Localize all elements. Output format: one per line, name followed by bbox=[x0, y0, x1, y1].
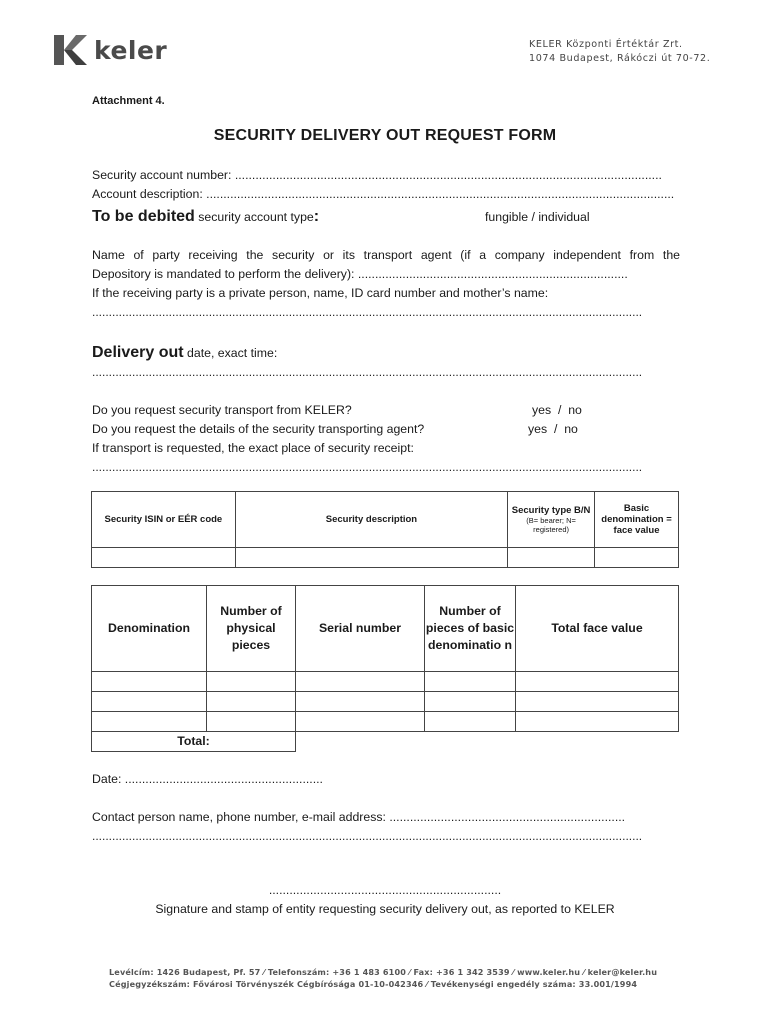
pieces-table-header bbox=[92, 586, 679, 672]
account-description-field[interactable]: Account description: ......................................................................................................................................... bbox=[92, 187, 675, 201]
debited-row bbox=[92, 207, 680, 227]
receiving-party-field[interactable]: Depository is mandated to perform the delivery): ............................................................................... bbox=[92, 267, 628, 281]
total-label: Total: bbox=[92, 732, 296, 752]
transport-question: Do you request security transport from KELER? bbox=[92, 403, 352, 417]
contact-field[interactable]: Contact person name, phone number, e-mail address: ..................................................................... bbox=[92, 810, 626, 824]
col-security-type-note: (B= bearer; N= registered) bbox=[526, 516, 576, 534]
delivery-date-field[interactable]: ..................................................................................................................................................................... bbox=[92, 365, 643, 379]
company-name: KELER Központi Értéktár Zrt. bbox=[529, 39, 683, 50]
details-answer[interactable]: yes / no bbox=[528, 422, 578, 436]
page-title: SECURITY DELIVERY OUT REQUEST FORM bbox=[213, 127, 557, 144]
receipt-place-field[interactable]: ..................................................................................................................................................................... bbox=[92, 460, 643, 474]
col-denomination-2: Denomination bbox=[92, 586, 207, 672]
contact-field-continued[interactable]: ..................................................................................................................................................................... bbox=[92, 829, 643, 843]
transport-answer[interactable]: yes / no bbox=[532, 403, 582, 417]
account-number-field[interactable]: Security account number: ............................................................................................................................. bbox=[92, 168, 662, 182]
denomination-cell[interactable] bbox=[595, 548, 679, 568]
delivery-label: date, exact time: bbox=[187, 346, 278, 360]
keler-logo-icon bbox=[52, 33, 88, 67]
footer-contact: Levélcím: 1426 Budapest, Pf. 57 ⁄ Telefonszám: +36 1 483 6100 ⁄ Fax: +36 1 342 3539 ⁄ www.keler.hu ⁄ keler@keler.hu bbox=[109, 967, 658, 977]
col-physical-pieces: Number of physical pieces bbox=[207, 586, 296, 672]
col-security-type-title: Security type B/N bbox=[511, 505, 591, 516]
debited-options[interactable]: fungible / individual bbox=[485, 210, 590, 224]
debited-colon: : bbox=[313, 208, 320, 225]
private-person-field[interactable]: ..................................................................................................................................................................... bbox=[92, 305, 643, 319]
receipt-place-label: If transport is requested, the exact place of security receipt: bbox=[92, 441, 414, 455]
receiving-party-line-1: Name of party receiving the security or its transport agent (if a company independent from the bbox=[92, 248, 680, 262]
details-question: Do you request the details of the security transporting agent? bbox=[92, 422, 425, 436]
col-security-type bbox=[508, 492, 595, 548]
security-table bbox=[91, 491, 679, 568]
signature-label: Signature and stamp of entity requesting security delivery out, as reported to KELER bbox=[155, 902, 615, 916]
company-address: 1074 Budapest, Rákóczi út 70-72. bbox=[529, 53, 711, 64]
pieces-table bbox=[91, 585, 679, 752]
footer-registration: Cégjegyzékszám: Fővárosi Törvényszék Cégbírósága 01-10-042346 ⁄ Tevékenységi engedély száma: 33.001/1994 bbox=[109, 978, 638, 989]
keler-logo bbox=[52, 33, 167, 67]
logo-text: keler bbox=[94, 35, 168, 65]
type-cell[interactable] bbox=[508, 548, 595, 568]
col-basic-pieces: Number of pieces of basic denominatio n bbox=[425, 586, 516, 672]
page-footer bbox=[109, 967, 657, 990]
security-table-header bbox=[92, 492, 679, 548]
delivery-heading: Delivery out bbox=[92, 344, 184, 361]
table-row bbox=[92, 672, 679, 692]
debited-heading: To be debited bbox=[92, 208, 195, 225]
table-row bbox=[92, 692, 679, 712]
debited-label: security account type bbox=[198, 210, 314, 224]
col-description: Security description bbox=[235, 492, 507, 548]
date-field[interactable]: Date: .......................................................... bbox=[92, 772, 323, 786]
description-cell[interactable] bbox=[235, 548, 507, 568]
table-row bbox=[92, 548, 679, 568]
table-row bbox=[92, 712, 679, 732]
signature-line[interactable]: .................................................................... bbox=[268, 883, 502, 897]
col-total-face-value: Total face value bbox=[516, 586, 679, 672]
total-row bbox=[92, 732, 679, 752]
col-isin: Security ISIN or EÉR code bbox=[92, 492, 236, 548]
col-denomination: Basic denomination = face value bbox=[595, 492, 679, 548]
isin-cell[interactable] bbox=[92, 548, 236, 568]
delivery-row bbox=[92, 343, 680, 363]
private-person-label: If the receiving party is a private person, name, ID card number and mother’s name: bbox=[92, 286, 549, 300]
attachment-label: Attachment 4. bbox=[92, 95, 165, 107]
col-serial-number: Serial number bbox=[296, 586, 425, 672]
company-block bbox=[529, 38, 710, 66]
